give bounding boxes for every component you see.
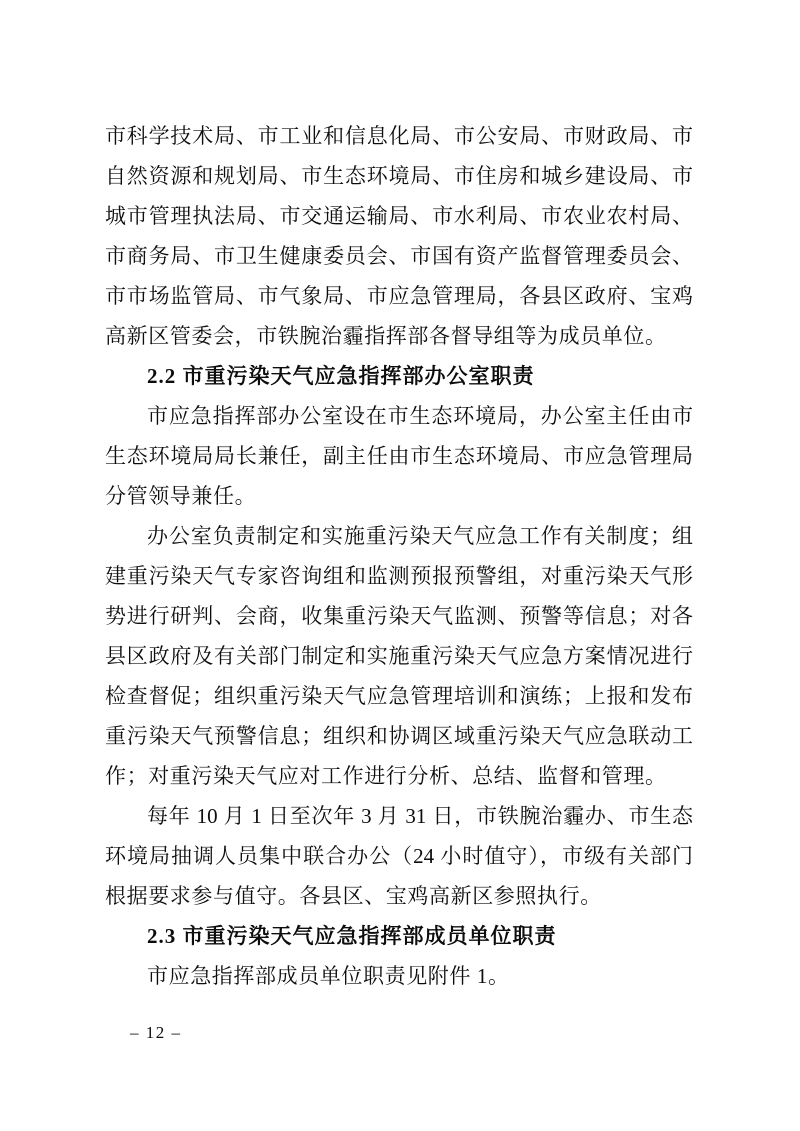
body-line: 市应急指挥部办公室设在市生态环境局，办公室主任由市 [147, 404, 693, 428]
body-line: 每年 10 月 1 日至次年 3 月 31 日，市铁腕治霾办、市生态 [147, 804, 693, 828]
body-line: 势进行研判、会商，收集重污染天气监测、预警等信息；对各 [105, 604, 693, 628]
body-line: 生态环境局局长兼任，副主任由市生态环境局、市应急管理局 [105, 444, 693, 468]
body-line: 环境局抽调人员集中联合办公（24 小时值守），市级有关部门 [105, 844, 693, 868]
body-line: 分管领导兼任。 [105, 484, 257, 508]
section-heading-2-2: 2.2 市重污染天气应急指挥部办公室职责 [147, 364, 535, 388]
body-line: 检查督促；组织重污染天气应急管理培训和演练；上报和发布 [105, 684, 693, 708]
body-line: 重污染天气预警信息；组织和协调区域重污染天气应急联动工 [105, 724, 693, 748]
section-heading-2-3: 2.3 市重污染天气应急指挥部成员单位职责 [147, 924, 557, 948]
body-line: 自然资源和规划局、市生态环境局、市住房和城乡建设局、市 [105, 164, 693, 188]
page-number: – 12 – [130, 1023, 182, 1042]
body-line: 市应急指挥部成员单位职责见附件 1。 [147, 964, 510, 988]
body-line: 县区政府及有关部门制定和实施重污染天气应急方案情况进行 [105, 644, 693, 668]
body-line: 高新区管委会，市铁腕治霾指挥部各督导组等为成员单位。 [105, 324, 667, 348]
body-line: 市科学技术局、市工业和信息化局、市公安局、市财政局、市 [105, 124, 693, 148]
document-body [105, 116, 693, 996]
body-line: 城市管理执法局、市交通运输局、市水利局、市农业农村局、 [105, 204, 693, 228]
body-line: 办公室负责制定和实施重污染天气应急工作有关制度；组 [147, 524, 693, 548]
body-line: 作；对重污染天气应对工作进行分析、总结、监督和管理。 [105, 764, 667, 788]
body-line: 市商务局、市卫生健康委员会、市国有资产监督管理委员会、 [105, 244, 693, 268]
body-line: 市市场监管局、市气象局、市应急管理局，各县区政府、宝鸡 [105, 284, 693, 308]
body-line: 根据要求参与值守。各县区、宝鸡高新区参照执行。 [105, 884, 602, 908]
body-line: 建重污染天气专家咨询组和监测预报预警组，对重污染天气形 [105, 564, 693, 588]
